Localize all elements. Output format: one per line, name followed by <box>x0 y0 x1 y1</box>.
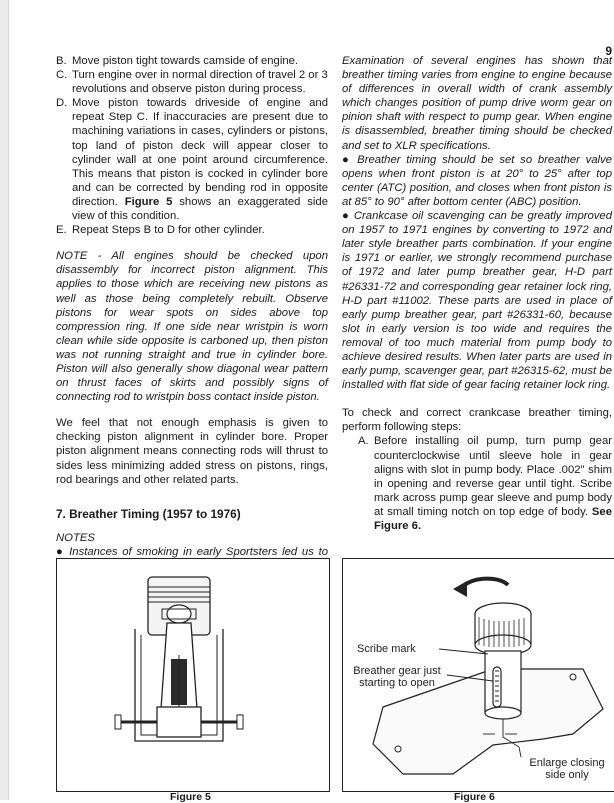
left-column <box>56 54 328 573</box>
section-heading: 7. Breather Timing (1957 to 1976) <box>56 506 241 521</box>
right-column <box>342 54 612 533</box>
page-binding-edge <box>0 0 9 800</box>
figure-5-caption: Figure 5 <box>170 791 211 803</box>
bullet-text: Crankcase oil scavenging can be greatly improved on 1957 to 1971 engines by converting to 1972 and later style breather parts combination. If your engine is 1971 or earlier, we strongly recommend purchase of 1972 and later pump breather gear, H-D part #26331-72 and corresponding gear retainer lock ring, H-D part #11002. These parts are used in place of early pump breather gear, part #26331-60, because slot in early version is too wide and requires the removal of too much material from pump body to achieve desired results. When later parts are used in early pump, scavenger gear, part #26315-62, must be installed with flat side of gear facing retainer lock ring. <box>342 210 613 392</box>
step-b <box>56 54 328 68</box>
step-a <box>358 434 612 533</box>
intro-paragraph: To check and correct crankcase breather timing, perform following steps: <box>342 407 612 434</box>
note-paragraph: NOTE - All engines should be checked upon disassembly for incorrect piston alignment. This applies to those which are receiving new pistons as well as those being completely rebuilt. Observe pistons for wear spots on sides above top compression ring. If one side near wristpin is worn clean while side opposite is carboned up, then piston was not running straight and true in cylinder bore. Piston will also generally show diagonal wear pattern on thrust faces of skirts and possibly signs of connecting rod to wristpin boss contact inside piston. <box>56 250 328 404</box>
step-list-right <box>358 434 612 533</box>
enlarge-closing-label: Enlarge closing side only <box>529 757 605 781</box>
bullet-text: Breather timing should be set so breather valve opens when front piston is at 20° to 25° after top center (ATC) position, and closes when front piston is at 85° to 90° after bottom center (ABC) position. <box>342 153 613 208</box>
bullet-icon: ● <box>56 545 65 558</box>
step-marker: C. <box>56 69 68 82</box>
bullet-text: Instances of smoking in early Sportsters led us to <box>69 545 329 558</box>
body-paragraph: We feel that not enough emphasis is given to checking piston alignment in cylinder bore. Proper piston alignment means connecting rods will thrust to sides less minimizing added stress on pistons, rings, rod bearings and other related parts. <box>56 417 328 486</box>
step-marker: B. <box>56 55 67 67</box>
scribe-mark-label: Scribe mark <box>357 643 416 655</box>
step-text: Turn engine over in normal direction of travel 2 or 3 revolutions and observe piston during process. <box>72 69 328 96</box>
step-text: Move piston tight towards camside of engine. <box>72 55 299 67</box>
notes-label: NOTES <box>56 531 95 544</box>
step-text: Repeat Steps B to D for other cylinder. <box>72 224 265 237</box>
figure-ref: See Figure 6. <box>374 505 612 532</box>
breather-gear-label: Breather gear just starting to open <box>353 665 441 689</box>
figure-6-frame <box>342 558 614 792</box>
step-text: Move piston towards driveside of engine and repeat Step C. If inaccuracies are present due to machining variations in cases, cylinders or pistons, top land of piston deck will appear closer to cylinder wall at one point around circumference. This means that piston is cocked in cylinder bore and can be corrected by bending rod in opposite direction. <box>72 97 328 208</box>
step-marker: A. <box>358 435 369 448</box>
step-text-after: shows an exaggerated side view of this condition. <box>72 195 328 223</box>
continued-paragraph: Examination of several engines has shown that breather timing varies from engine to engine because of differences in overall width of crank assembly which changes position of pump drive worm gear on pinion shaft with respect to pump gear. When engine is disassembled, breather timing should be checked and set to XLR specifications. <box>342 55 612 152</box>
step-marker: D. <box>56 97 68 110</box>
step-text: Before installing oil pump, turn pump gear counterclockwise until sleeve hole in gear aligns with slot in pump body. Place .002" shim in opening and reverse gear until tight. Scribe mark across pump gear sleeve and pump body at small timing notch on top edge of body. <box>374 435 612 518</box>
step-list <box>56 54 328 237</box>
page-number: 9 <box>605 44 612 58</box>
bullet-icon: ● <box>342 153 352 166</box>
step-c <box>56 68 328 96</box>
bullet-icon: ● <box>342 210 350 223</box>
figure-5-frame <box>56 558 330 792</box>
step-d <box>56 96 328 223</box>
step-marker: E. <box>56 224 67 237</box>
step-e <box>56 223 328 237</box>
figure-6-caption: Figure 6 <box>454 791 495 803</box>
piston-rod-illustration <box>57 559 329 791</box>
bullet-item <box>342 153 612 209</box>
bullet-item <box>342 209 612 392</box>
figure-ref: Figure 5 <box>124 195 173 208</box>
